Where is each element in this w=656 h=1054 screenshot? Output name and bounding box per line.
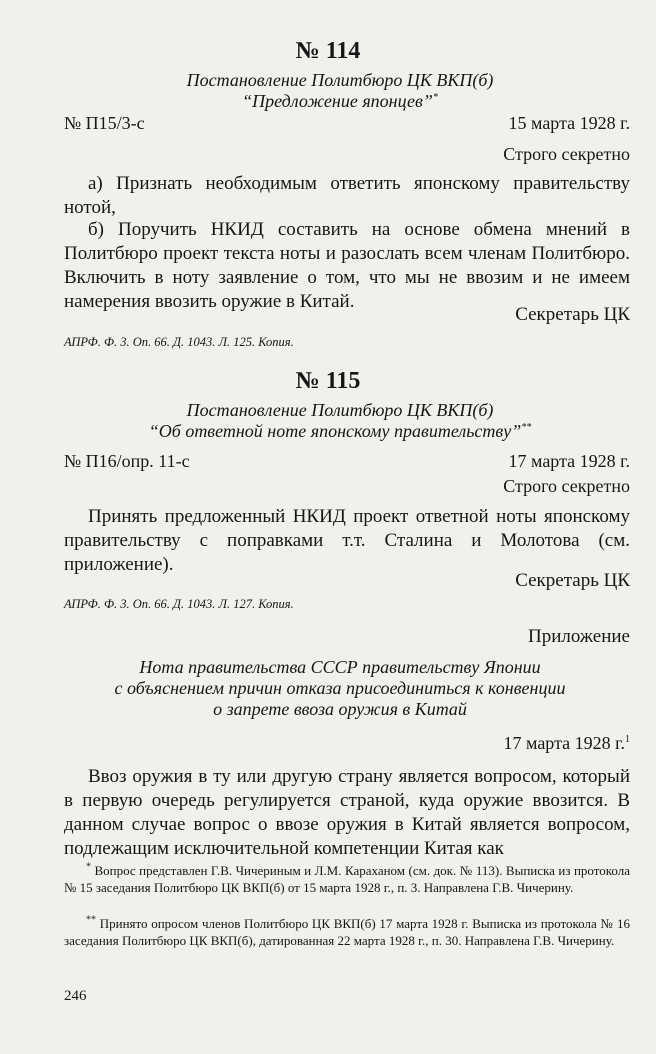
appendix-text: Ввоз оружия в ту или другую страну является вопросом, который в первую очередь регулируется страной, куда оружие ввозится. В данном случае вопрос о ввозе оружия в Китай является вопросом, подлежащим исключительной компетенции Китая как [64,766,630,859]
doc-115-source: АПРФ. Ф. 3. Оп. 66. Д. 1043. Л. 127. Копия. [64,597,294,611]
doc-115-signature: Секретарь ЦК [515,570,630,591]
appendix-title-line2: с объяснением причин отказа присоединиться к конвенции [114,678,566,698]
doc-115-footnote-mark: ** [521,422,532,433]
appendix-title-line1: Нота правительства СССР правительству Японии [139,657,541,677]
appendix-title-line3: о запрете ввоза оружия в Китай [213,699,467,719]
doc-115-title-line2: “Об ответной ноте японскому правительству” [148,421,522,441]
appendix-date-mark: 1 [625,734,630,745]
doc-115-ref: № П16/опр. 11-с [64,451,190,471]
doc-115-number: № 115 [295,368,361,394]
doc-114-number: № 114 [295,38,361,64]
doc-114-date: 15 марта 1928 г. [508,113,630,133]
appendix-title [60,657,620,720]
doc-114-ref: № П15/3-с [64,113,145,133]
doc-115-title-line1: Постановление Политбюро ЦК ВКП(б) [186,400,494,420]
doc-114-classification: Строго секретно [503,144,630,164]
doc-114-item-b: б) Поручить НКИД составить на основе обмена мнений в Политбюро проект текста ноты и разослать всем членам Политбюро. Включить в ноту заявление о том, что мы не ввозим и не имеем намерения ввозить оружие в Китай. [64,219,630,312]
footnote-2 [64,915,630,949]
doc-115-title [60,400,620,442]
doc-115-date: 17 марта 1928 г. [508,451,630,471]
doc-114-title-line2: “Предложение японцев” [242,91,433,111]
doc-115-text: Принять предложенный НКИД проект ответной ноты японскому правительству с поправками т.т. Сталина и Молотова (см. приложение). [64,506,630,575]
doc-114-item-a: а) Признать необходимым ответить японскому правительству нотой, [64,173,630,218]
page-number: 246 [64,988,87,1004]
footnote-1-text: Вопрос представлен Г.В. Чичериным и Л.М. Караханом (см. док. № 113). Выписка из протокола № 15 заседания Политбюро ЦК ВКП(б) от 15 марта 1928 г., п. 3. Направлена Г.В. Чичерину. [64,863,630,895]
doc-114-signature: Секретарь ЦК [515,304,630,325]
doc-115-classification: Строго секретно [503,476,630,496]
appendix-date-line [380,733,630,754]
doc-114-title-line1: Постановление Политбюро ЦК ВКП(б) [186,70,494,90]
footnote-1-mark: * [86,861,91,873]
appendix-date: 17 марта 1928 г. [503,733,625,753]
footnote-2-text: Принято опросом членов Политбюро ЦК ВКП(б) 17 марта 1928 г. Выписка из протокола № 16 заседания Политбюро ЦК ВКП(б), датированная 22 марта 1928 г., п. 30. Направлена Г.В. Чичерину. [64,916,631,948]
doc-114-source: АПРФ. Ф. 3. Оп. 66. Д. 1043. Л. 125. Копия. [64,335,294,349]
doc-114-footnote-mark: * [432,92,438,103]
appendix-label: Приложение [528,626,630,647]
footnote-1 [64,862,630,896]
footnote-2-mark: ** [86,914,96,926]
doc-114-title [60,70,620,112]
